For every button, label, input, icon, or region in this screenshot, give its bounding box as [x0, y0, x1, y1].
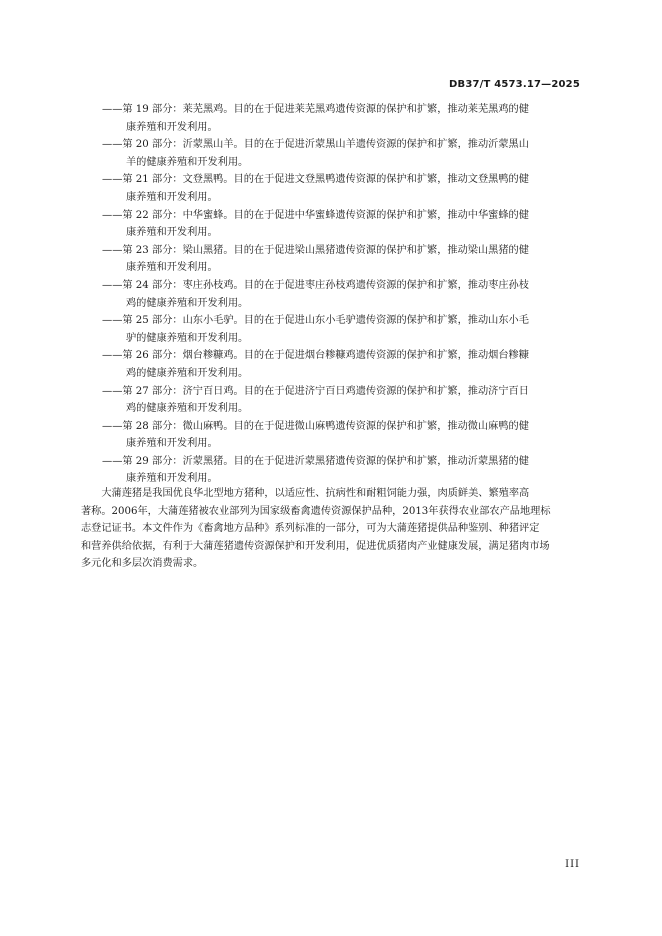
list-item	[102, 418, 590, 453]
part-line-continued: 羊的健康养殖和开发利用。	[126, 156, 249, 168]
part-line-continued: 鸡的健康养殖和开发利用。	[126, 403, 249, 415]
list-item	[102, 277, 590, 312]
list-item	[102, 312, 590, 347]
list-item	[102, 101, 590, 136]
part-line-continued: 康养殖和开发利用。	[126, 191, 218, 203]
part-line-continued: 康养殖和开发利用。	[126, 121, 218, 133]
list-item	[102, 207, 590, 242]
paragraph-line: 志登记证书。本文件作为《畜禽地方品种》系列标准的一部分，可为大蒲莲猪提供品种鉴别、种猪评定	[81, 523, 540, 535]
part-line-continued: 驴的健康养殖和开发利用。	[126, 332, 249, 344]
standard-code: DB37/T 4573.17—2025	[449, 79, 580, 90]
list-item	[102, 242, 590, 277]
list-item	[102, 136, 590, 171]
list-item	[102, 453, 590, 488]
part-line-continued: 康养殖和开发利用。	[126, 262, 218, 274]
list-item	[102, 347, 590, 382]
parts-list	[102, 101, 590, 488]
part-line: ——第 21 部分：文登黑鸭。目的在于促进文登黑鸭遗传资源的保护和扩繁，推动文登黑鸭的健	[102, 174, 529, 186]
part-line-continued: 鸡的健康养殖和开发利用。	[126, 367, 249, 379]
intro-paragraph	[81, 485, 589, 573]
part-line: ——第 29 部分：沂蒙黑猪。目的在于促进沂蒙黑猪遗传资源的保护和扩繁，推动沂蒙黑猪的健	[102, 455, 529, 467]
list-item	[102, 171, 590, 206]
part-line-continued: 康养殖和开发利用。	[126, 473, 218, 485]
part-line: ——第 22 部分：中华蜜蜂。目的在于促进中华蜜蜂遗传资源的保护和扩繁，推动中华蜜蜂的健	[102, 209, 529, 221]
part-line-continued: 康养殖和开发利用。	[126, 438, 218, 450]
part-line-continued: 鸡的健康养殖和开发利用。	[126, 297, 249, 309]
paragraph-line: 大蒲莲猪是我国优良华北型地方猪种，以适应性、抗病性和耐粗饲能力强，肉质鲜美、繁殖率高	[81, 488, 530, 499]
part-line: ——第 25 部分：山东小毛驴。目的在于促进山东小毛驴遗传资源的保护和扩繁，推动山东小毛	[102, 315, 529, 327]
part-line: ——第 20 部分：沂蒙黑山羊。目的在于促进沂蒙黑山羊遗传资源的保护和扩繁，推动沂蒙黑山	[102, 139, 529, 151]
paragraph-line: 多元化和多层次消费需求。	[81, 558, 204, 570]
part-line: ——第 24 部分：枣庄孙枝鸡。目的在于促进枣庄孙枝鸡遗传资源的保护和扩繁，推动枣庄孙枝	[102, 279, 529, 291]
part-line: ——第 23 部分：梁山黑猪。目的在于促进梁山黑猪遗传资源的保护和扩繁，推动梁山黑猪的健	[102, 244, 529, 256]
part-line: ——第 26 部分：烟台糁糠鸡。目的在于促进烟台糁糠鸡遗传资源的保护和扩繁，推动烟台糁糠	[102, 350, 529, 362]
part-line: ——第 28 部分：微山麻鸭。目的在于促进微山麻鸭遗传资源的保护和扩繁，推动微山麻鸭的健	[102, 420, 529, 432]
list-item	[102, 383, 590, 418]
page-number: III	[565, 859, 580, 870]
paragraph-line: 和营养供给依据，有利于大蒲莲猪遗传资源保护和开发利用，促进优质猪肉产业健康发展，满足猪肉市场	[81, 540, 550, 552]
part-line: ——第 19 部分：莱芜黑鸡。目的在于促进莱芜黑鸡遗传资源的保护和扩繁，推动莱芜黑鸡的健	[102, 104, 529, 115]
part-line-continued: 康养殖和开发利用。	[126, 227, 218, 239]
part-line: ——第 27 部分：济宁百日鸡。目的在于促进济宁百日鸡遗传资源的保护和扩繁，推动济宁百日	[102, 385, 529, 397]
paragraph-line: 著称。2006年，大蒲莲猪被农业部列为国家级畜禽遗传资源保护品种，2013年获得农业部农产品地理标	[81, 505, 551, 517]
